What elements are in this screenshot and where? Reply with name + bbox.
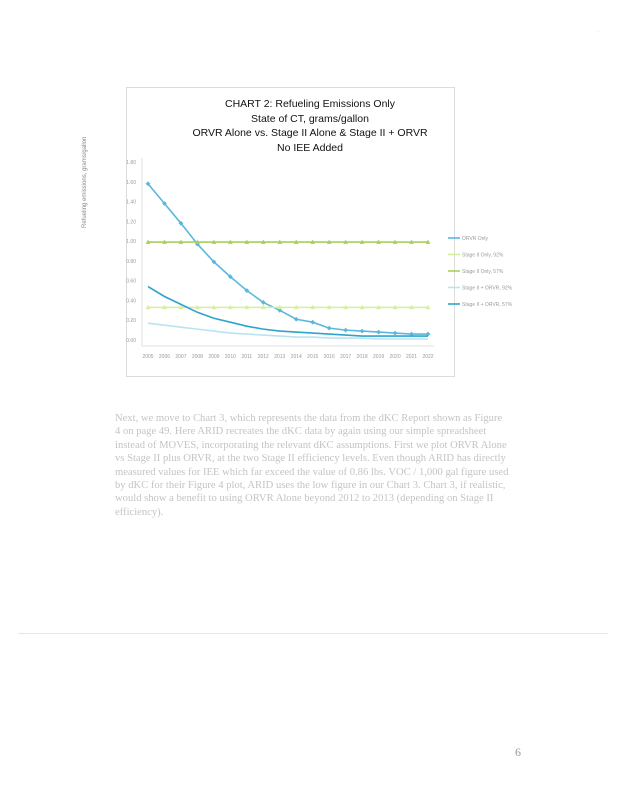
x-tick-label: 2012 [257,354,269,360]
y-tick-label: 0.40 [126,298,136,305]
legend-label: Stage II + ORVR, 92% [462,285,513,292]
y-tick-label: 1.60 [126,179,136,186]
data-point [393,331,398,336]
legend-label: ORVR Only [462,236,489,242]
data-point [360,329,365,334]
y-tick-label: 0.00 [126,338,136,344]
series-line [148,184,428,334]
y-tick-label: 0.20 [126,318,136,325]
x-tick-label: 2011 [241,354,253,360]
x-tick-label: 2020 [389,354,401,360]
y-tick-label: 0.60 [126,278,136,285]
y-tick-label: 1.80 [126,160,136,166]
chart-title-line-1: CHART 2: Refueling Emissions Only [224,98,395,110]
legend-label: Stage II Only, 57% [462,269,504,275]
x-tick-label: 2006 [158,354,171,360]
footer-divider [18,633,608,634]
x-tick-label: 2009 [208,354,220,360]
x-tick-label: 2018 [356,354,368,360]
x-tick-label: 2021 [405,354,418,360]
y-tick-label: 1.40 [126,199,136,206]
x-tick-label: 2022 [422,354,434,360]
page-number: 6 [515,745,521,759]
data-point [310,320,315,325]
x-tick-label: 2019 [373,354,385,360]
x-tick-label: 2014 [290,354,302,360]
x-tick-label: 2010 [224,354,236,360]
legend-label: Stage II + ORVR, 57% [462,302,513,308]
x-tick-label: 2017 [340,354,352,360]
scan-mark: · [596,22,601,38]
chart-title-line-2: State of CT, grams/gallon [251,112,369,125]
x-tick-label: 2007 [175,354,187,360]
x-tick-label: 2005 [142,354,154,360]
y-tick-label: 1.20 [126,219,136,226]
y-tick-label: 0.80 [126,258,136,265]
y-axis-label: Refueling emissions, grams/gallon [82,136,88,228]
chart-title-line-4: No IEE Added [277,141,343,154]
body-paragraph: Next, we move to Chart 3, which represents the data from the dKC Report shown as Figure 4 on page 49. Here ARID recreates the dKC data by again using our simple spreadsheet instead of MOVES, incorporating the relevant dKC assumptions. First we plot ORVR Alone vs Stage II plus ORVR, at the two Stage II efficiency levels. Even though ARID has directly measured values for IEE which far exceed the value of 0.86 lbs. VOC / 1,000 gal figure used by dKC for their Figure 4 plot, ARID uses the low figure in our Chart 3. Chart 3, if realistic, would show a benefit to using ORVR Alone beyond 2012 to 2013 (depending on Stage II efficiency). [115,413,509,518]
x-tick-label: 2013 [274,354,286,360]
y-tick-label: 1.00 [126,239,136,246]
data-point [376,330,381,335]
x-tick-label: 2008 [191,354,203,360]
x-tick-label: 2016 [323,354,335,360]
legend-label: Stage II Only, 92% [462,252,504,259]
x-tick-label: 2015 [307,354,319,360]
data-point [327,326,332,331]
chart-title-line-3: ORVR Alone vs. Stage II Alone & Stage II + ORVR [192,127,428,139]
data-point [343,328,348,333]
